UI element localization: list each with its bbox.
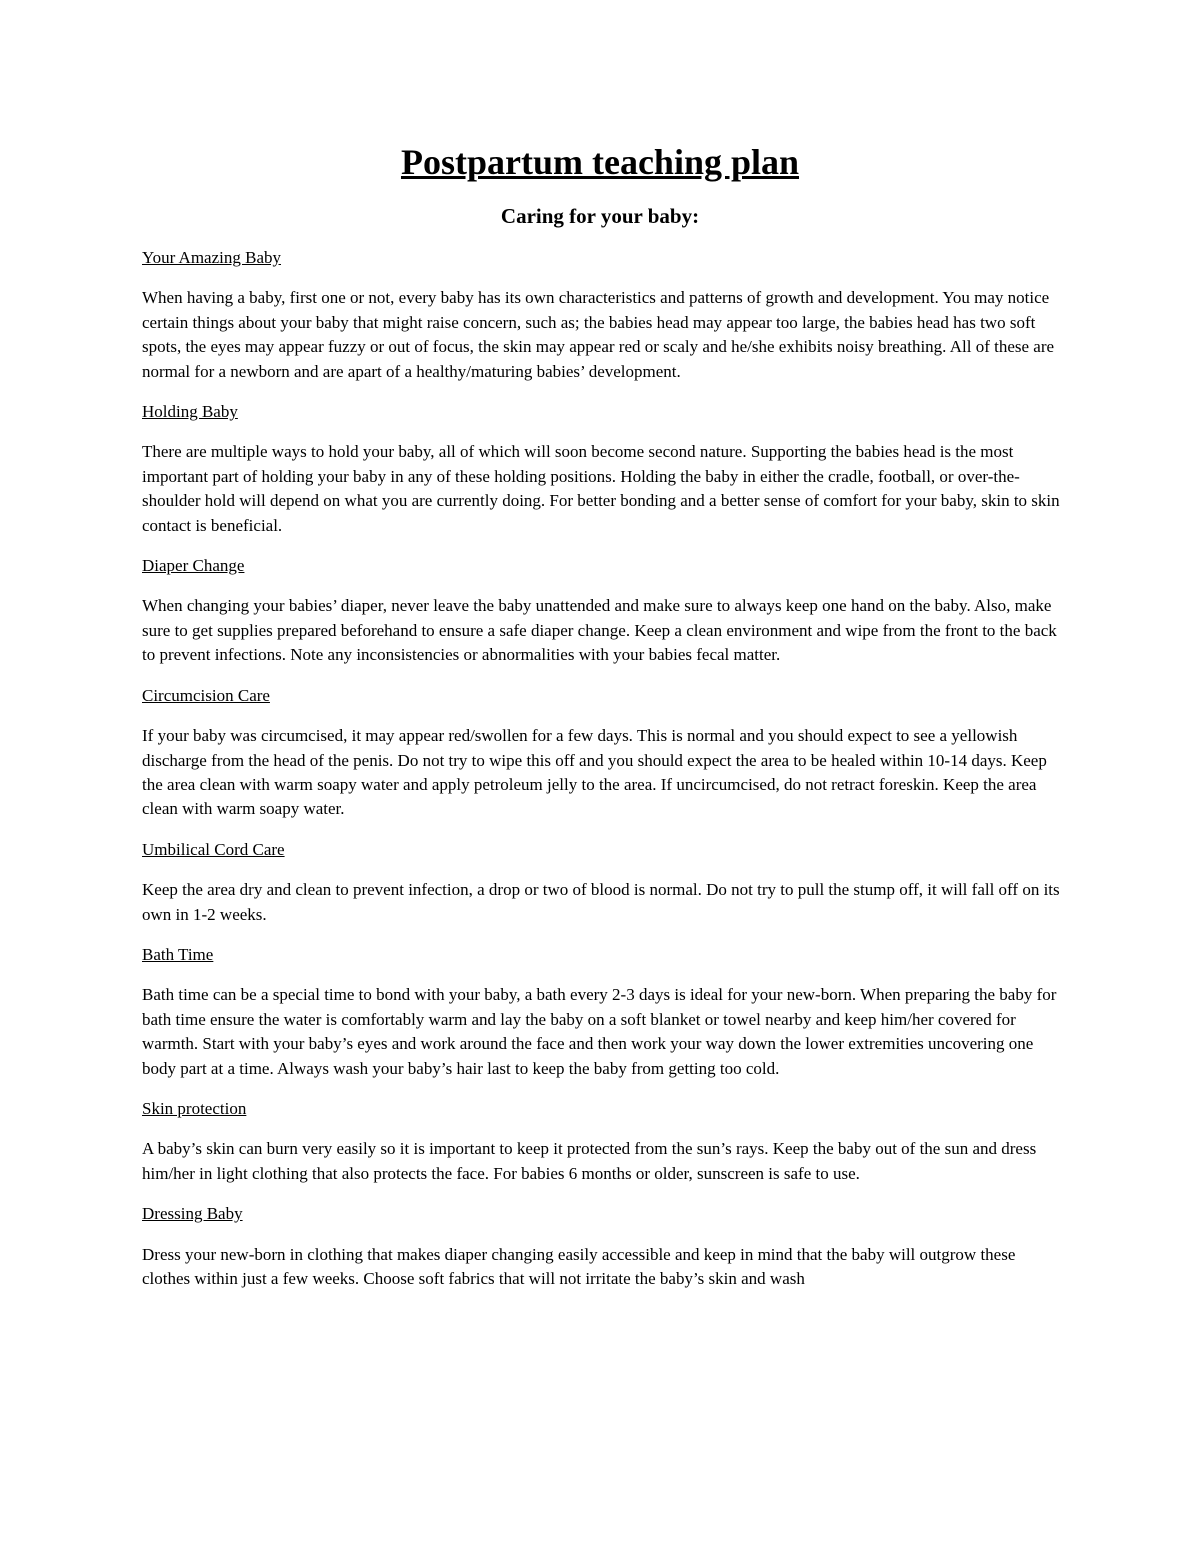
section-paragraph: Bath time can be a special time to bond with your baby, a bath every 2-3 days is ideal for your new-born. When preparing the baby for bath time ensure the water is comfortably warm and lay the baby on a soft blanket or towel nearby and keep him/her covered for warmth. Start with your baby’s eyes and work around the face and then work your way down the lower extremities uncovering one body part at a time. Always wash your baby’s hair last to keep the baby from getting too cold. [142,985,1057,1078]
section-heading: Skin protection [142,1098,247,1118]
section-heading: Holding Baby [142,402,238,422]
section-circumcision-care [142,684,1062,822]
section-paragraph: Dress your new-born in clothing that makes diaper changing easily accessible and keep in mind that the baby will outgrow these clothes within just a few weeks. Choose soft fabrics that will not irritate the baby’s skin and wash [142,1244,1016,1288]
section-heading: Bath Time [142,944,214,964]
section-paragraph: Keep the area dry and clean to prevent infection, a drop or two of blood is normal. Do not try to pull the stump off, it will fall off on its own in 1-2 weeks. [142,880,1060,924]
section-holding-baby [142,400,1062,538]
section-paragraph: If your baby was circumcised, it may appear red/swollen for a few days. This is normal and you should expect to see a yellowish discharge from the head of the penis. Do not try to wipe this off and you should expect the area to be healed within 10-14 days. Keep the area clean with warm soapy water and apply petroleum jelly to the area. If uncircumcised, do not retract foreskin. Keep the area clean with warm soapy water. [142,726,1047,819]
section-heading: Your Amazing Baby [142,248,281,267]
section-heading: Circumcision Care [142,685,270,705]
section-paragraph: There are multiple ways to hold your baby, all of which will soon become second nature. Supporting the babies head is the most important part of holding your baby in any of these holding positions. Holding the baby in either the cradle, football, or over-the-shoulder hold will depend on what you are currently doing. For better bonding and a better sense of comfort for your baby, skin to skin contact is beneficial. [142,442,1060,535]
document-subtitle: Caring for your baby: [500,204,700,228]
section-diaper-change [142,554,1062,668]
section-heading: Umbilical Cord Care [142,839,285,859]
section-umbilical-cord-care [142,838,1062,927]
section-heading: Diaper Change [142,556,245,576]
section-bath-time [142,943,1062,1081]
section-paragraph: When changing your babies’ diaper, never leave the baby unattended and make sure to always keep one hand on the baby. Also, make sure to get supplies prepared beforehand to ensure a safe diaper change. Keep a clean environment and wipe from the front to the back to prevent infections. Note any inconsistencies or abnormalities with your babies fecal matter. [142,596,1057,665]
section-paragraph: When having a baby, first one or not, every baby has its own characteristics and patterns of growth and development. You may notice certain things about your baby that might raise concern, such as; the babies head may appear too large, the babies head has two soft spots, the eyes may appear fuzzy or out of focus, the skin may appear red or scaly and he/she exhibits noisy breathing. All of these are normal for a newborn and are apart of a healthy/maturing babies’ development. [142,288,1055,381]
section-your-amazing-baby [142,246,1062,384]
section-skin-protection [142,1097,1062,1186]
section-dressing-baby [142,1202,1062,1291]
section-heading: Dressing Baby [142,1204,243,1224]
document-title: Postpartum teaching plan [400,142,800,182]
document-content [142,246,1062,1307]
section-paragraph: A baby’s skin can burn very easily so it is important to keep it protected from the sun’s rays. Keep the baby out of the sun and dress him/her in light clothing that also protects the face. For babies 6 months or older, sunscreen is safe to use. [142,1139,1037,1183]
